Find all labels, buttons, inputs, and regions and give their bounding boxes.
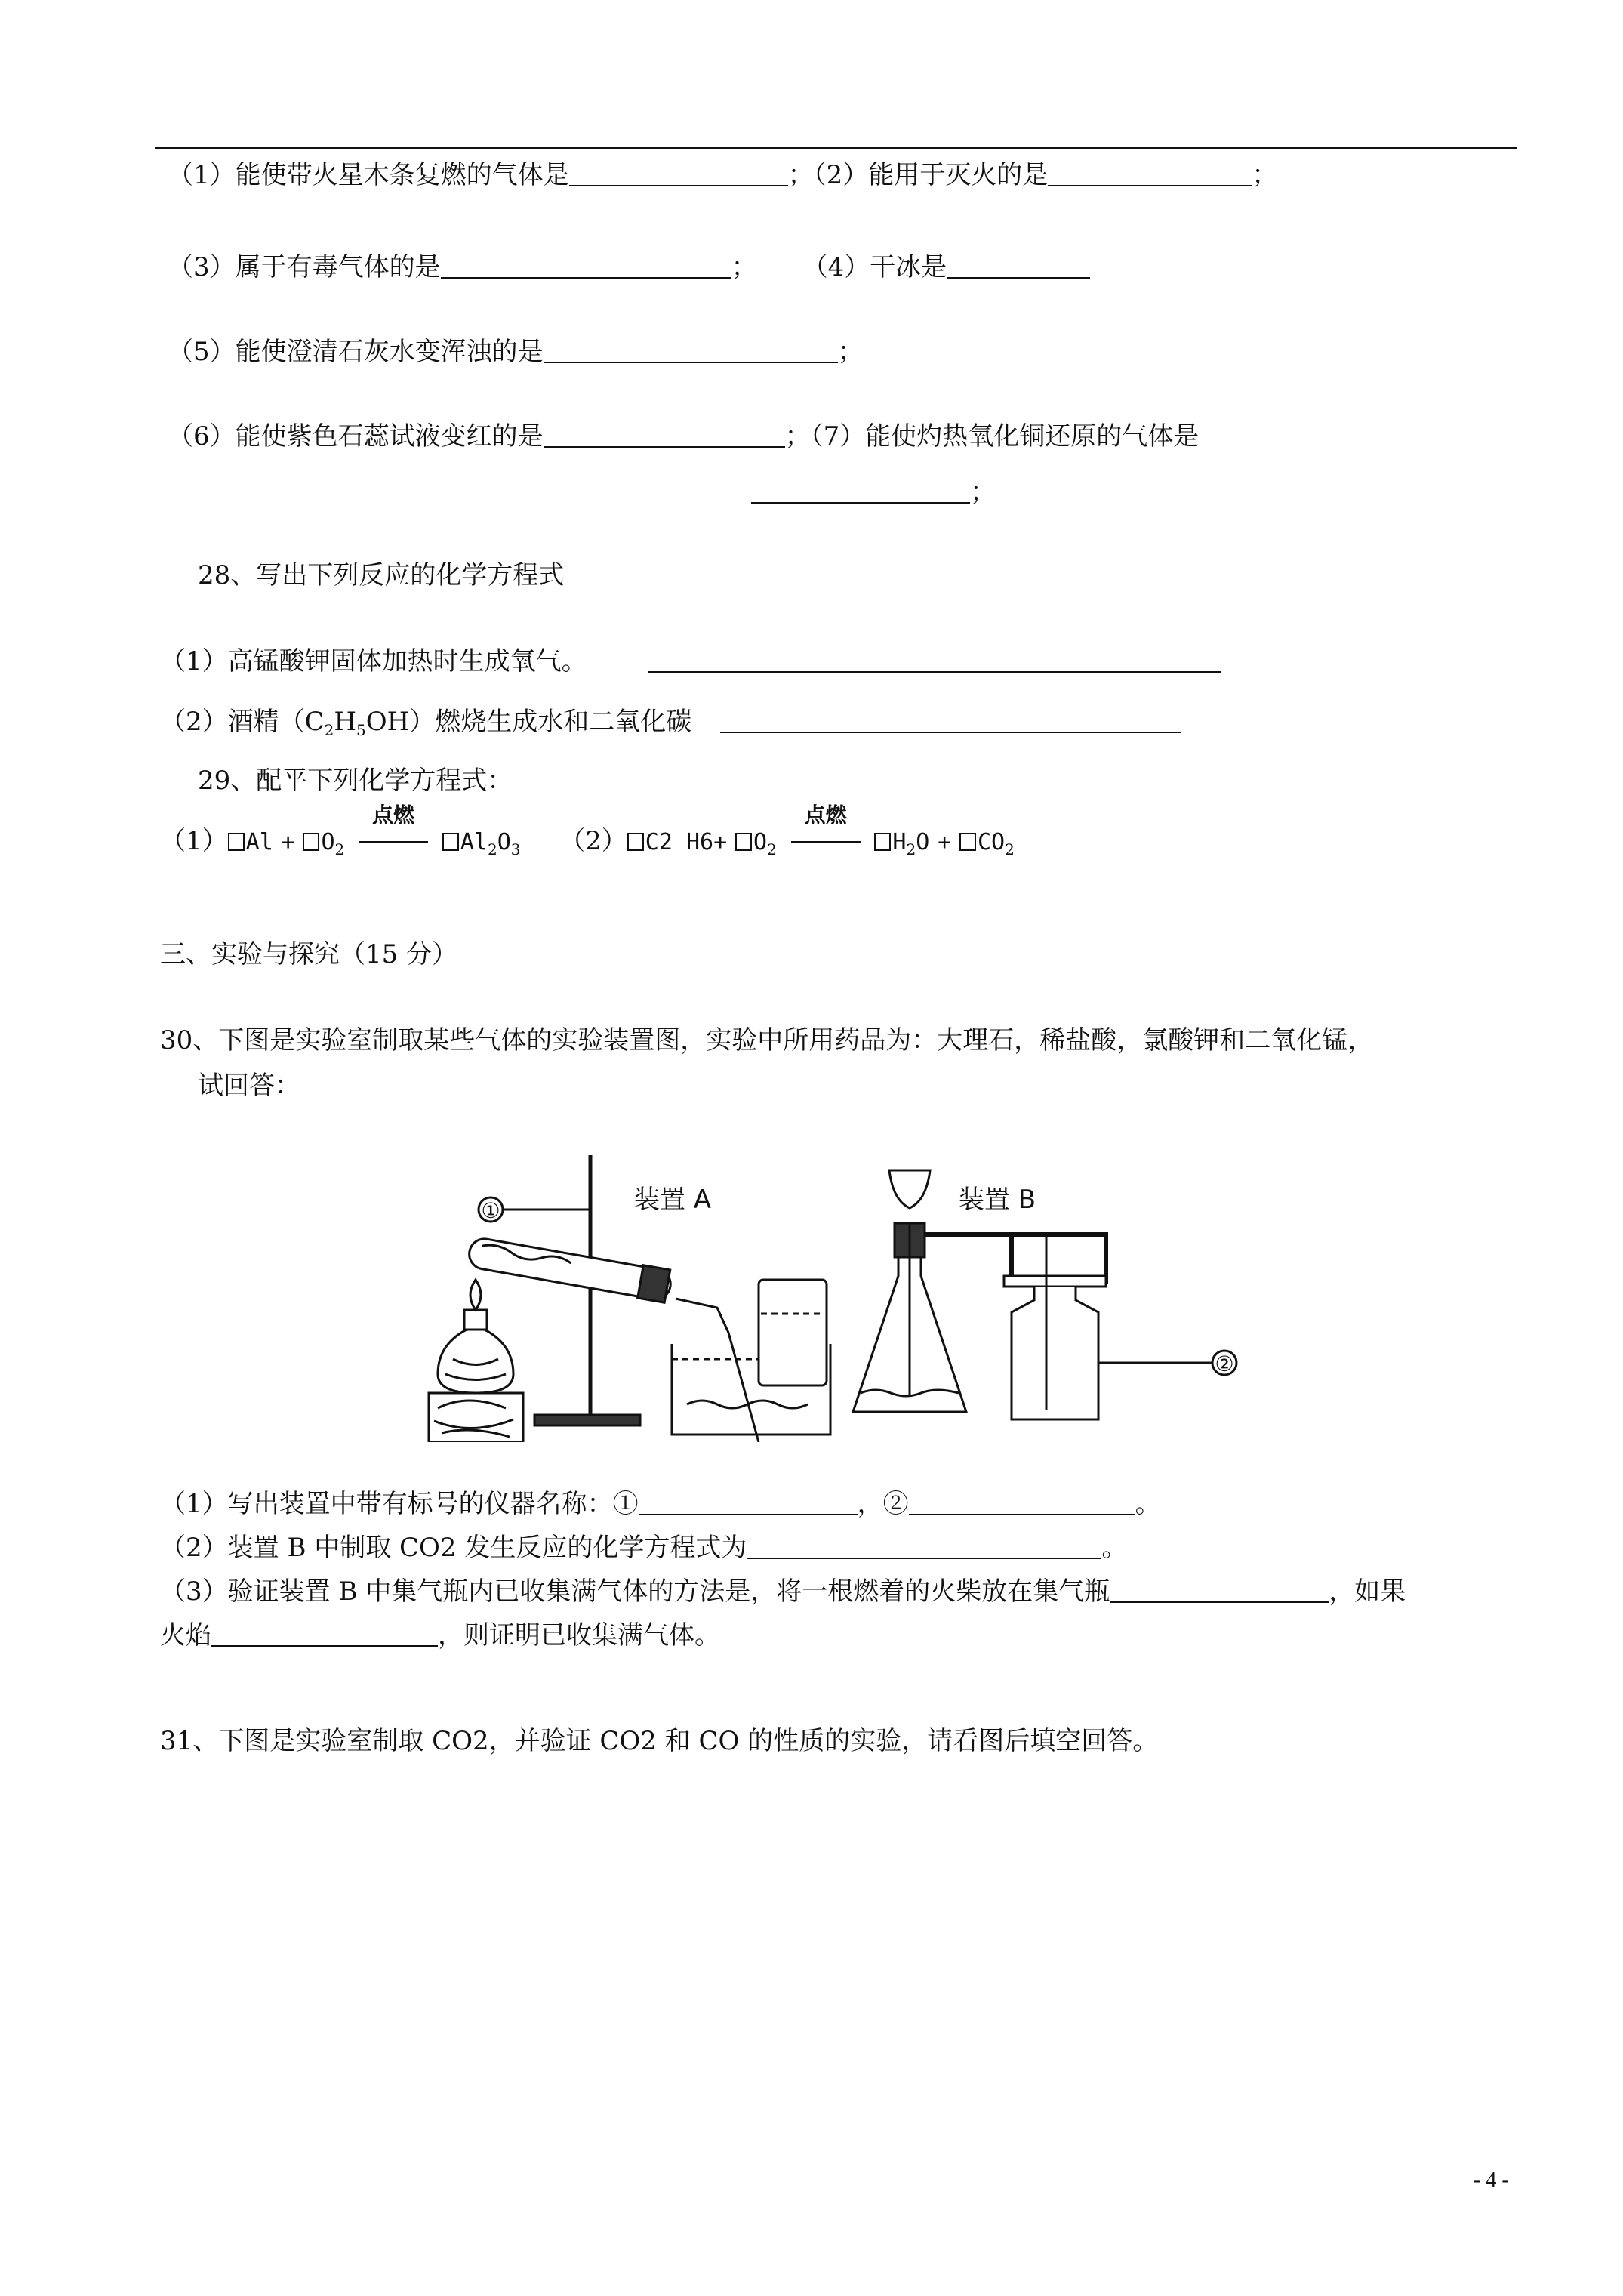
coefficient-box[interactable] bbox=[442, 833, 459, 851]
q30-sub-3-end: ，如果 bbox=[1329, 1576, 1406, 1607]
formula-part: H bbox=[892, 829, 907, 855]
delivery-tube bbox=[676, 1299, 759, 1442]
subscript: 5 bbox=[356, 721, 366, 739]
punctuation: ； bbox=[970, 477, 996, 507]
q27-line-4 bbox=[168, 420, 1199, 453]
answer-blank[interactable] bbox=[1110, 1579, 1329, 1603]
plus-sign: + bbox=[938, 829, 952, 855]
subscript: 2 bbox=[324, 721, 334, 739]
q27-item-1-text: （1）能使带火星木条复燃的气体是 bbox=[168, 160, 569, 190]
punctuation: 。 bbox=[1135, 1489, 1161, 1519]
plus-sign: + bbox=[281, 829, 295, 855]
q30-sub-2-text: （2）装置 B 中制取 CO2 发生反应的化学方程式为 bbox=[160, 1533, 747, 1563]
formula-part: C2 H6+ bbox=[645, 829, 728, 855]
reaction-condition: 点燃 bbox=[804, 803, 847, 827]
q27-line-3 bbox=[168, 335, 864, 368]
coefficient-box[interactable] bbox=[735, 833, 752, 851]
callout-label-1: ① bbox=[481, 1198, 500, 1223]
flame bbox=[470, 1280, 481, 1310]
item-number: （1） bbox=[160, 826, 228, 856]
q27-item-5-text: （5）能使澄清石灰水变浑浊的是 bbox=[168, 337, 544, 367]
punctuation: ； bbox=[731, 252, 757, 282]
coefficient-box[interactable] bbox=[228, 833, 245, 851]
subscript: 2 bbox=[1005, 840, 1015, 858]
q30-sub-1-text: （1）写出装置中带有标号的仪器名称：① bbox=[160, 1489, 639, 1519]
answer-blank[interactable] bbox=[639, 1491, 858, 1515]
formula-part: O bbox=[321, 829, 335, 855]
formula-part: Al bbox=[460, 829, 488, 855]
q29-equations bbox=[160, 803, 1015, 859]
apparatus-a-label: 装置 A bbox=[634, 1185, 712, 1215]
answer-blank[interactable] bbox=[569, 162, 788, 186]
q28-item-1-text: （1）高锰酸钾固体加热时生成氧气。 bbox=[160, 646, 587, 676]
tube-stopper bbox=[638, 1265, 670, 1303]
conical-flask bbox=[853, 1223, 966, 1412]
stand-base bbox=[534, 1415, 640, 1425]
test-tube bbox=[467, 1235, 673, 1303]
formula-part: O bbox=[753, 829, 768, 855]
answer-blank[interactable] bbox=[1048, 162, 1252, 186]
reaction-condition: 点燃 bbox=[372, 803, 415, 827]
subscript: 2 bbox=[767, 840, 777, 858]
coefficient-box[interactable] bbox=[627, 833, 644, 851]
q30-sub-1-mid: ，② bbox=[857, 1489, 909, 1519]
reaction-arrow bbox=[791, 803, 861, 858]
q27-line-1 bbox=[168, 159, 1277, 192]
subscript: 2 bbox=[906, 840, 916, 858]
q30-sub-3b-end: ，则证明已收集满气体。 bbox=[438, 1620, 720, 1650]
reaction-line bbox=[359, 841, 428, 843]
answer-blank[interactable] bbox=[947, 254, 1090, 279]
q30-sub-3b-text: 火焰 bbox=[160, 1620, 211, 1650]
apparatus-b-label: 装置 B bbox=[959, 1185, 1036, 1215]
answer-blank[interactable] bbox=[909, 1491, 1135, 1515]
subscript: 2 bbox=[488, 840, 497, 858]
formula-part: H bbox=[334, 707, 357, 737]
q27-line-5 bbox=[751, 476, 996, 509]
section-heading: 三、实验与探究（15 分） bbox=[160, 939, 458, 969]
collecting-bottle-a bbox=[759, 1280, 827, 1385]
q27-item-2-text: ；（2）能用于灭火的是 bbox=[787, 160, 1049, 190]
q30-sub-3-cont bbox=[160, 1619, 720, 1652]
q27-item-6-text: （6）能使紫色石蕊试液变红的是 bbox=[168, 421, 544, 451]
q30-sub-3-text: （3）验证装置 B 中集气瓶内已收集满气体的方法是，将一根燃着的火柴放在集气瓶 bbox=[160, 1576, 1110, 1607]
coefficient-box[interactable] bbox=[303, 833, 319, 851]
page-number: - 4 - bbox=[1474, 2168, 1509, 2192]
coefficient-box[interactable] bbox=[874, 833, 891, 851]
formula-part: CO bbox=[977, 829, 1006, 855]
header-rule bbox=[155, 147, 1517, 149]
answer-blank[interactable] bbox=[544, 339, 838, 363]
q30-sub-3 bbox=[160, 1575, 1406, 1608]
callout-label-2: ② bbox=[1215, 1351, 1234, 1376]
answer-blank[interactable] bbox=[441, 254, 731, 279]
subscript: 2 bbox=[334, 840, 345, 858]
punctuation: ； bbox=[1252, 160, 1278, 190]
alcohol-lamp bbox=[438, 1280, 513, 1393]
q30-sub-1 bbox=[160, 1487, 1161, 1521]
formula-part: Al bbox=[245, 829, 273, 855]
q30-intro-line-2: 试回答： bbox=[198, 1071, 300, 1101]
reaction-line bbox=[791, 841, 861, 843]
apparatus-figure bbox=[423, 1110, 1238, 1442]
answer-blank[interactable] bbox=[211, 1623, 438, 1647]
q29-title: 29、配平下列化学方程式： bbox=[198, 766, 513, 796]
answer-blank[interactable] bbox=[544, 424, 785, 448]
subscript: 3 bbox=[510, 840, 521, 858]
answer-blank[interactable] bbox=[747, 1535, 1101, 1559]
answer-blank[interactable] bbox=[648, 649, 1221, 673]
item-number: （2） bbox=[559, 826, 627, 856]
punctuation: 。 bbox=[1101, 1533, 1128, 1563]
separatory-funnel bbox=[889, 1170, 930, 1208]
q28-title: 28、写出下列反应的化学方程式 bbox=[198, 560, 565, 590]
reaction-arrow bbox=[359, 803, 428, 858]
q28-item-1 bbox=[160, 645, 1221, 678]
q28-item-2 bbox=[160, 705, 1181, 738]
q30-sub-2 bbox=[160, 1531, 1127, 1564]
answer-blank[interactable] bbox=[751, 479, 970, 504]
gas-collecting-bottle bbox=[1004, 1234, 1106, 1419]
punctuation: ； bbox=[837, 337, 864, 367]
q27-item-3-text: （3）属于有毒气体的是 bbox=[168, 252, 441, 282]
q27-item-4-text: （4）干冰是 bbox=[802, 252, 947, 282]
q27-line-2 bbox=[168, 251, 1090, 284]
q28-item-2-text-end: OH）燃烧生成水和二氧化碳 bbox=[365, 707, 692, 737]
q31-intro: 31、下图是实验室制取 CO2，并验证 CO2 和 CO 的性质的实验，请看图后填空回答。 bbox=[160, 1726, 1159, 1756]
q27-item-7-text: ；（7）能使灼热氧化铜还原的气体是 bbox=[784, 421, 1200, 451]
q28-item-2-text: （2）酒精（C bbox=[160, 707, 325, 737]
coefficient-box[interactable] bbox=[959, 833, 976, 851]
formula-part: O bbox=[497, 829, 511, 855]
formula-part: O bbox=[916, 829, 930, 855]
answer-blank[interactable] bbox=[720, 709, 1181, 733]
q30-intro-line-1: 30、下图是实验室制取某些气体的实验装置图，实验中所用药品为：大理石，稀盐酸，氯酸钾和二氧化锰， bbox=[160, 1025, 1374, 1056]
